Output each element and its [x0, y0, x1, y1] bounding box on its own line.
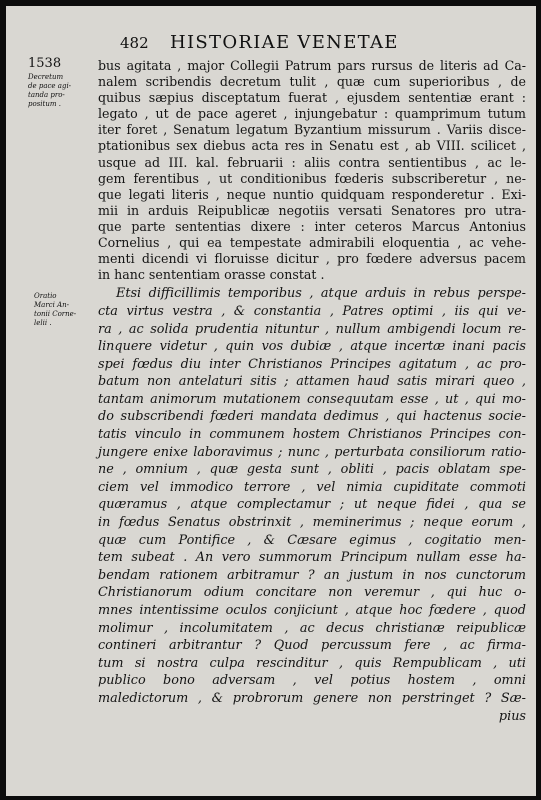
text-line: bus agitata , major Collegii Patrum pars rursus de literis ad Ca- [98, 58, 526, 73]
margin-note-oratio [34, 292, 76, 328]
margin-note-line: positum . [28, 100, 61, 108]
text-line: do subscribendi fœderi mandata dedimus , qui hactenus socie- [98, 409, 526, 425]
page-header [106, 28, 526, 56]
text-line: Cornelius , qui ea tempestate admirabili eloquentia , ac vehe- [98, 235, 526, 251]
text-line: gem ferentibus , ut conditionibus fœderis subscriberetur , ne- [98, 170, 526, 186]
text-line: jungere enixe laboravimus ; nunc , perturbata consiliorum ratio- [98, 444, 526, 460]
text-line: iter foret , Senatum legatum Byzantium missurum . Variis disce- [98, 122, 526, 138]
text-line: Christianorum odium concitare non veremur , qui huc o- [98, 585, 526, 601]
page-number: 482 [120, 34, 149, 52]
text-line: mnes intentissime oculos conjiciunt , atque hoc fœdere , quod [98, 603, 526, 618]
text-line: quæ cum Pontifice , & Cæsare egimus , cogitatio men- [98, 532, 526, 548]
text-line: nalem scribendis decretum tulit , quæ cum superioribus , de [98, 74, 526, 90]
running-title: HISTORIAE VENETAE [170, 32, 399, 53]
body-text [98, 58, 526, 725]
text-line: maledictorum , & probrorum genere non perstringet ? Sæ- [98, 690, 526, 706]
text-line: ra , ac solida prudentia nituntur , nullum ambigendi locum re- [98, 321, 526, 337]
text-line: ptationibus sex diebus acta res in Senatu est , ab VIII. scilicet , [98, 138, 526, 154]
text-line: mii in arduis Reipublicæ negotiis versati Senatores pro utra- [98, 202, 526, 218]
catchword: pius [498, 708, 526, 724]
text-line: publico bono adversam , vel potius hostem , omni [98, 673, 526, 689]
margin-note-decretum [28, 73, 88, 109]
narrative-paragraph [98, 58, 526, 283]
text-line: cta virtus vestra , & constantia , Patres optimi , iis qui ve- [98, 303, 526, 319]
book-page [6, 6, 536, 796]
text-line: linquere videtur , quin vos dubiæ , atque incertæ inani pacis [98, 339, 526, 355]
text-line: in hanc sententiam orasse constat . [98, 267, 325, 283]
text-line: que parte sententias dixere : inter ceteros Marcus Antonius [98, 218, 526, 234]
text-line: tem subeat . An vero summorum Principum nullam esse ha- [98, 550, 526, 566]
text-line: menti dicendi vi floruisse dicitur , pro fœdere adversus pacem [98, 251, 526, 267]
margin-note-line: tanda pro- [28, 91, 65, 99]
text-line: que legati literis , neque nuntio quidquam responderetur . Exi- [98, 186, 526, 202]
text-line: spei fœdus diu inter Christianos Principes agitatum , ac pro- [98, 356, 526, 372]
text-line: usque ad III. kal. februarii : aliis contra sentientibus , ac le- [98, 154, 526, 170]
text-line: quibus sæpius disceptatum fuerat , ejusdem sententiæ erant : [98, 90, 526, 106]
text-line: batum non antelaturi sitis ; attamen haud satis mirari queo , [98, 374, 526, 390]
text-line: ne , omnium , quæ gesta sunt , obliti , pacis oblatam spe- [98, 462, 526, 478]
text-line: legato , ut de pace ageret , injungebatur : quamprimum tutum [98, 106, 526, 122]
text-line: molimur , incolumitatem , ac decus christianæ reipublicæ [98, 620, 526, 636]
text-line: ciem vel immodico terrore , vel nimia cupiditate commoti [98, 479, 526, 495]
text-line: bendam rationem arbitramur ? an justum in nos cunctorum [98, 567, 526, 583]
margin-note-line: lelii . [34, 319, 52, 327]
oration-paragraph [98, 285, 526, 725]
text-line: quæramus , atque complectamur ; ut neque fidei , qua se [98, 497, 526, 513]
text-line: in fœdus Senatus obstrinxit , meminerimus ; neque eorum , [98, 515, 526, 531]
text-line: tatis vinculo in communem hostem Christianos Principes con- [98, 427, 526, 443]
text-line: tantam animorum mutationem consequutam esse , ut , qui mo- [98, 391, 526, 407]
margin-notes [28, 56, 88, 327]
text-line: tum si nostra culpa rescinditur , quis Rempublicam , uti [98, 655, 526, 671]
margin-note-line: tonii Corne- [34, 310, 77, 318]
text-line: contineri arbitrantur ? Quod percussum fere , ac firma- [98, 638, 526, 654]
margin-year: 1538 [28, 56, 62, 71]
text-line: Etsi difficillimis temporibus , atque arduis in rebus perspe- [116, 286, 526, 302]
margin-note-line: Oratio [34, 292, 57, 300]
margin-note-line: Marci An- [34, 301, 69, 309]
margin-note-line: de pace agi- [28, 82, 72, 90]
margin-note-line: Decretum [28, 73, 64, 81]
